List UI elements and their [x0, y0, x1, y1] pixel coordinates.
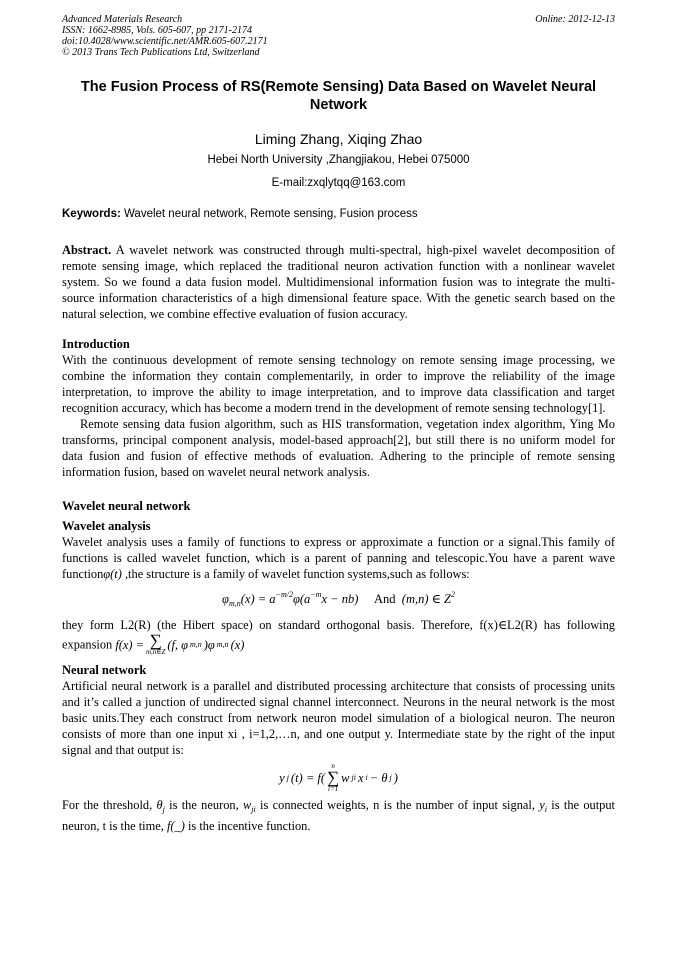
journal-name: Advanced Materials Research	[62, 14, 183, 25]
wavelet-analysis-paragraph: Wavelet analysis uses a family of functions to express or approximate a function or a signal.This family of functions is called wavelet function, which is a parent of panning and telescopic.You have a parent wave functionφ(t) ,the structure is a family of wavelet function systems,such as follows:	[62, 535, 615, 581]
expansion-formula: f(x) = ∑ m,n∈Z (f, φ m,n )φ m,n (x)	[115, 631, 245, 656]
abstract-text: A wavelet network was constructed through multi-spectral, high-pixel wavelet decomposition of remote sensing image, which replaced the traditional neuron activation function with a nonlinear wavelet system. So we found a data fusion model. Multidimensional information fusion was to integrate the multi-source information characteristics of a high dimensional feature space. With the genetic search based on the natural selection, we combine effective evaluation of fusion accuracy.	[62, 243, 615, 321]
wavelet-equation: $\varphi_{m,n}(x) = a^{-m/2}\varphi(a^{-m}x - nb)$ And (m,n) ∈ $Z^2$	[222, 590, 455, 608]
introduction-heading: Introduction	[62, 337, 130, 351]
affiliation: Hebei North University ,Zhangjiakou, Hebei 075000	[207, 154, 470, 166]
keywords	[62, 207, 615, 222]
doi-line: doi:10.4028/www.scientific.net/AMR.605-607.2171	[62, 36, 268, 47]
email: E-mail:zxqlytqq@163.com	[271, 177, 406, 189]
online-date: Online: 2012-12-13	[535, 14, 615, 25]
wavelet-analysis-heading: Wavelet analysis	[62, 519, 151, 533]
journal-header	[62, 14, 615, 58]
copyright-line: © 2013 Trans Tech Publications Ltd, Switzerland	[62, 47, 260, 58]
keywords-label: Keywords:	[62, 208, 121, 220]
authors: Liming Zhang, Xiqing Zhao	[254, 131, 423, 147]
issn-line: ISSN: 1662-8985, Vols. 605-607, pp 2171-2174	[62, 25, 252, 36]
neural-network-heading: Neural network	[62, 663, 147, 677]
introduction-paragraph-1: With the continuous development of remote sensing technology on remote sensing image processing, we combine the information they contain complementarily, in order to improve the reliability of the image interpretation, to improve the ability to image interpretation, and to improve data classification and target recognition accuracy, which has become a modern trend in the development of remote sensing technology[1].	[62, 353, 615, 415]
neural-network-paragraph: Artificial neural network is a parallel and distributed processing architecture that consists of processing units and it’s called a junction of undirected signal channel interconnect. Neurons in the neural network is the most basic units.They each construct from network neuron model simulation of a biological neuron. The neuron consists of more than one input xi , i=1,2,…n, and one output y. Intermediate state by the right of the input signal and that output is:	[62, 679, 615, 757]
wavelet-nn-heading: Wavelet neural network	[62, 499, 191, 513]
threshold-paragraph: For the threshold, $\theta_j$ is the neuron, $w_{ji}$ is connected weights, n is the number of input signal, $y_i$ is the output neuron, t is the time, f(_) is the incentive function.	[62, 798, 615, 833]
phi-t-symbol: φ(t)	[103, 567, 122, 581]
neuron-output-equation: y j (t) = f( n ∑ i=1 w ji x i − θ j )	[279, 762, 398, 793]
abstract	[62, 242, 615, 322]
keywords-text: Wavelet neural network, Remote sensing, Fusion process	[120, 208, 418, 220]
abstract-label: Abstract.	[62, 243, 112, 257]
expansion-paragraph: they form L2(R) (the Hibert space) on standard orthogonal basis. Therefore, f(x)∈L2(R) has following expansion f(x) = ∑ m,n∈Z (f, φ m,n )φ m,n (x)	[62, 618, 615, 656]
introduction-paragraph-2: Remote sensing data fusion algorithm, such as HIS transformation, vegetation index algorithm, Ying Mo transforms, principal component analysis, model-based approach[2], but still there is no uniform model for data fusion and fusion of effective methods of evaluation. Adhering to the principle of remote sensing information fusion, based on wavelet neural network analysis.	[62, 417, 615, 479]
paper-title: The Fusion Process of RS(Remote Sensing) Data Based on Wavelet Neural Network	[80, 79, 597, 113]
paper-page	[62, 14, 615, 834]
